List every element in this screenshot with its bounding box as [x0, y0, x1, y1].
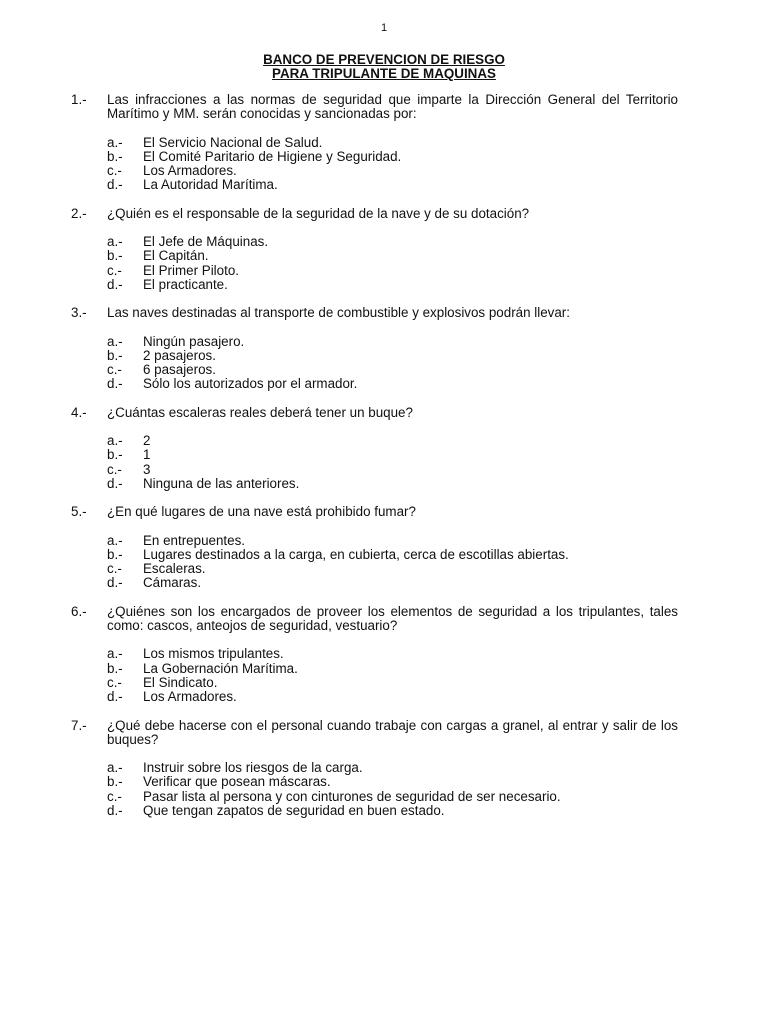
question-6	[0, 605, 768, 705]
option-letter: b.-	[107, 774, 123, 790]
answer-option	[0, 477, 768, 491]
option-letter: a.-	[107, 134, 123, 150]
option-text: El Servicio Nacional de Salud.	[143, 134, 323, 150]
option-letter: d.-	[107, 177, 123, 193]
question-2	[0, 207, 768, 292]
answer-options	[0, 761, 768, 818]
option-text: 2 pasajeros.	[143, 347, 216, 363]
answer-option	[0, 278, 768, 292]
option-letter: a.-	[107, 333, 123, 349]
answer-option	[0, 562, 768, 576]
option-letter: d.-	[107, 376, 123, 392]
question-text: ¿Quién es el responsable de la seguridad de la nave y de su dotación?	[107, 205, 530, 221]
question-7	[0, 719, 768, 819]
option-text: En entrepuentes.	[143, 532, 245, 548]
option-letter: c.-	[107, 561, 122, 577]
answer-options	[0, 534, 768, 591]
question-number: 1.-	[71, 92, 87, 107]
answer-option	[0, 647, 768, 661]
option-letter: a.-	[107, 532, 123, 548]
answer-option	[0, 790, 768, 804]
title-line-1: BANCO DE PREVENCION DE RIESGO	[263, 52, 505, 67]
option-letter: d.-	[107, 475, 123, 491]
answer-option	[0, 335, 768, 349]
document-title	[0, 53, 768, 80]
answer-option	[0, 804, 768, 818]
question-4	[0, 406, 768, 491]
answer-option	[0, 150, 768, 164]
answer-options	[0, 434, 768, 491]
option-text: Sólo los autorizados por el armador.	[143, 376, 358, 392]
answer-option	[0, 676, 768, 690]
option-text: Cámaras.	[143, 575, 202, 591]
option-letter: b.-	[107, 148, 123, 164]
answer-option	[0, 690, 768, 704]
question-number: 5.-	[71, 504, 87, 520]
answer-options	[0, 136, 768, 193]
option-letter: c.-	[107, 163, 122, 179]
question-number: 2.-	[71, 205, 87, 221]
answer-option	[0, 434, 768, 448]
answer-options	[0, 335, 768, 392]
option-text: 3	[143, 461, 151, 477]
question-text: ¿Quiénes son los encargados de proveer los elementos de seguridad a los tripulantes, tales como: cascos, anteojos de seguridad, vestuario?	[107, 603, 678, 634]
question-text: Las infracciones a las normas de seguridad que imparte la Dirección General del Territorio Marítimo y MM. serán conocidas y sancionadas por:	[107, 92, 678, 122]
answer-option	[0, 264, 768, 278]
option-letter: a.-	[107, 234, 123, 250]
question-number: 6.-	[71, 603, 87, 619]
answer-option	[0, 761, 768, 775]
answer-option	[0, 349, 768, 363]
option-text: Pasar lista al persona y con cinturones de seguridad de ser necesario.	[143, 788, 561, 804]
answer-option	[0, 363, 768, 377]
answer-option	[0, 136, 768, 150]
option-letter: b.-	[107, 660, 123, 676]
option-text: Que tengan zapatos de seguridad en buen estado.	[143, 802, 445, 818]
option-text: El Sindicato.	[143, 674, 218, 690]
option-letter: a.-	[107, 646, 123, 662]
option-text: Ningún pasajero.	[143, 333, 245, 349]
title-line-2: PARA TRIPULANTE DE MAQUINAS	[272, 65, 496, 81]
answer-option	[0, 448, 768, 462]
option-text: Instruir sobre los riesgos de la carga.	[143, 760, 363, 776]
option-letter: b.-	[107, 248, 123, 264]
option-text: Escaleras.	[143, 561, 206, 577]
answer-option	[0, 249, 768, 263]
option-text: Los Armadores.	[143, 163, 237, 179]
question-text: ¿Cuántas escaleras reales deberá tener un buque?	[107, 404, 413, 420]
option-text: Lugares destinados a la carga, en cubierta, cerca de escotillas abiertas.	[143, 546, 569, 562]
option-letter: c.-	[107, 362, 122, 378]
answer-options	[0, 235, 768, 292]
option-letter: b.-	[107, 447, 123, 463]
answer-option	[0, 463, 768, 477]
question-1	[0, 93, 768, 193]
answer-option	[0, 775, 768, 789]
question-5	[0, 505, 768, 590]
option-text: 1	[143, 447, 151, 463]
option-letter: d.-	[107, 575, 123, 591]
answer-option	[0, 548, 768, 562]
question-3	[0, 306, 768, 391]
option-text: La Gobernación Marítima.	[143, 660, 298, 676]
option-letter: b.-	[107, 546, 123, 562]
question-list	[0, 93, 768, 818]
question-text: ¿En qué lugares de una nave está prohibido fumar?	[107, 504, 416, 520]
option-letter: c.-	[107, 674, 122, 690]
option-text: El Primer Piloto.	[143, 262, 239, 278]
answer-option	[0, 576, 768, 590]
option-text: El Comité Paritario de Higiene y Seguridad.	[143, 148, 402, 164]
option-letter: a.-	[107, 760, 123, 776]
answer-option	[0, 235, 768, 249]
option-text: 6 pasajeros.	[143, 362, 216, 378]
option-text: Los Armadores.	[143, 689, 237, 705]
answer-option	[0, 534, 768, 548]
question-text: ¿Qué debe hacerse con el personal cuando trabaje con cargas a granel, al entrar y salir de los buques?	[107, 717, 678, 747]
question-text: Las naves destinadas al transporte de combustible y explosivos podrán llevar:	[107, 305, 570, 321]
option-letter: b.-	[107, 347, 123, 363]
question-number: 4.-	[71, 404, 87, 420]
question-number: 3.-	[71, 305, 87, 321]
option-text: El Capitán.	[143, 248, 209, 264]
option-letter: d.-	[107, 276, 123, 292]
option-letter: c.-	[107, 262, 122, 278]
option-text: 2	[143, 433, 151, 449]
option-letter: a.-	[107, 433, 123, 449]
question-number: 7.-	[71, 717, 87, 733]
option-text: Los mismos tripulantes.	[143, 646, 284, 662]
option-letter: d.-	[107, 802, 123, 818]
answer-options	[0, 647, 768, 704]
option-letter: c.-	[107, 461, 122, 477]
option-letter: d.-	[107, 689, 123, 705]
option-text: La Autoridad Marítima.	[143, 177, 278, 193]
option-text: Ninguna de las anteriores.	[143, 475, 300, 491]
option-text: El practicante.	[143, 276, 228, 292]
page-number: 1	[380, 22, 388, 34]
option-letter: c.-	[107, 788, 122, 804]
answer-option	[0, 377, 768, 391]
option-text: Verificar que posean máscaras.	[143, 774, 331, 790]
answer-option	[0, 662, 768, 676]
option-text: El Jefe de Máquinas.	[143, 234, 269, 250]
answer-option	[0, 178, 768, 192]
answer-option	[0, 164, 768, 178]
